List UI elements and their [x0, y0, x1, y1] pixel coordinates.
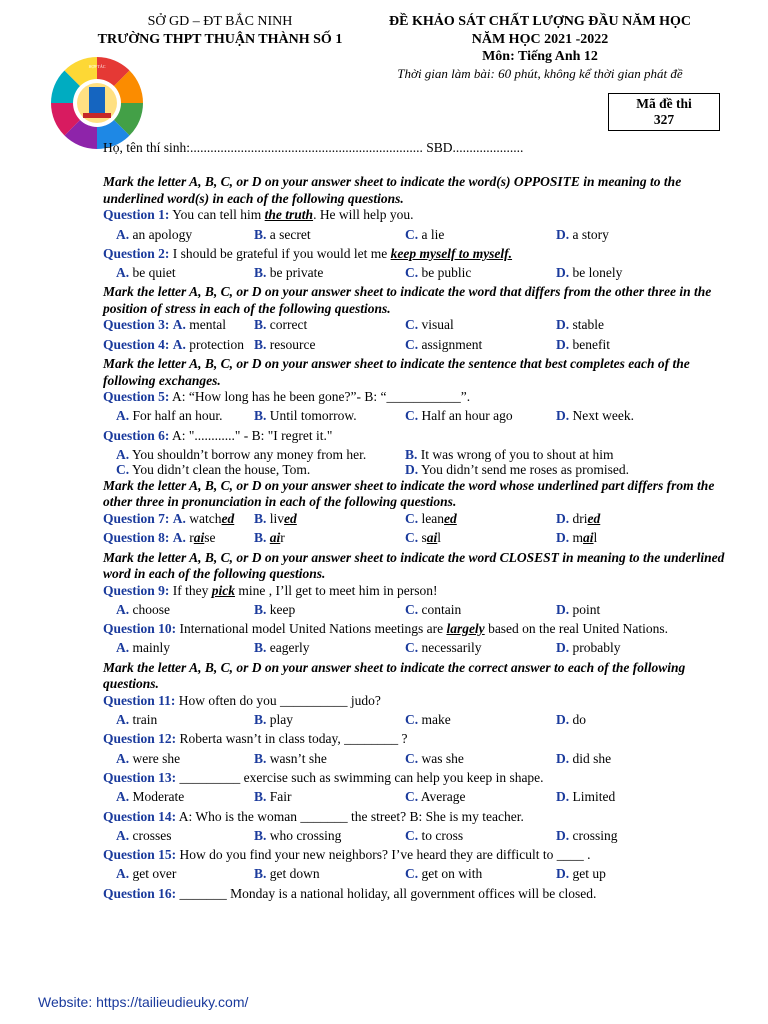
option-c: C. visual: [405, 317, 454, 333]
option-a: Question 8: A. raise: [103, 530, 216, 546]
option-b: B. correct: [254, 317, 308, 333]
instruction: Mark the letter A, B, C, or D on your answer sheet to indicate the word whose underlined part differs from the other three in pronunciation in each of the following questions.: [103, 477, 715, 510]
question: Question 13: _________ exercise such as swimming can help you keep in shape.: [103, 769, 544, 785]
question: Question 14: A: Who is the woman _______ the street? B: She is my teacher.: [103, 808, 524, 824]
options: [103, 227, 733, 246]
instruction: Mark the letter A, B, C, or D on your answer sheet to indicate the sentence that best completes each of the following exchanges.: [103, 356, 690, 388]
option-b: B. wasn’t she: [254, 750, 327, 766]
option-d: D. get up: [556, 866, 606, 882]
option-a: A. train: [116, 712, 158, 728]
instruction: Mark the letter A, B, C, or D on your answer sheet to indicate the word CLOSEST in meaning to the underlined word in each of the following questions.: [103, 549, 725, 582]
option-c: C. be public: [405, 265, 472, 281]
options: [103, 602, 733, 621]
option-c: C. a lie: [405, 226, 445, 242]
question-label: Question 5:: [103, 389, 170, 405]
option-a: A. get over: [116, 866, 177, 882]
exam-code-label: Mã đề thi: [636, 96, 692, 111]
question-label: Question 10:: [103, 621, 177, 637]
question-label: Question 13:: [103, 769, 177, 785]
option-c: C. You didn’t clean the house, Tom.: [116, 462, 311, 478]
options: [103, 751, 733, 770]
school-header: [70, 13, 370, 48]
school-year: NĂM HỌC 2021 -2022: [471, 31, 609, 47]
time-allowed: Thời gian làm bài: 60 phút, không kể thời gian phát đề: [397, 65, 683, 81]
option-a: A. mainly: [116, 640, 170, 656]
option-b: B. Until tomorrow.: [254, 408, 357, 424]
options: [103, 828, 733, 847]
question: Question 2: I should be grateful if you would let me keep myself to myself.: [103, 245, 513, 261]
question-label: Question 12:: [103, 731, 177, 747]
option-d: D. crossing: [556, 827, 618, 843]
option-b: B. resource: [254, 336, 316, 352]
option-b: B. be private: [254, 265, 324, 281]
question: Question 11: How often do you __________ judo?: [103, 692, 381, 708]
exam-title: ĐỀ KHẢO SÁT CHẤT LƯỢNG ĐẦU NĂM HỌC: [389, 14, 691, 29]
options: [103, 789, 733, 808]
exam-code-value: 327: [653, 112, 675, 127]
option-d: D. did she: [556, 750, 612, 766]
question: Question 16: _______ Monday is a national holiday, all government offices will be closed.: [103, 885, 597, 901]
question-label: Question 9:: [103, 582, 170, 598]
option-a: A. crosses: [116, 827, 172, 843]
option-c: C. to cross: [405, 827, 464, 843]
option-b: B. who crossing: [254, 827, 342, 843]
question: [103, 511, 733, 530]
option-d: D. dried: [556, 510, 601, 526]
question: [103, 317, 733, 336]
question: [103, 337, 733, 356]
options: [103, 447, 733, 463]
option-b: B. Fair: [254, 789, 292, 805]
underlined-word: the truth: [264, 207, 314, 223]
options: [103, 712, 733, 731]
options: [103, 640, 733, 659]
option-a: A. choose: [116, 601, 170, 617]
question-label: Question 15:: [103, 847, 177, 863]
question-label: Question 6:: [103, 427, 170, 443]
options: [103, 408, 733, 427]
question: Question 12: Roberta wasn’t in class today, ________ ?: [103, 731, 408, 747]
option-b: B. get down: [254, 866, 320, 882]
option-a: A. an apology: [116, 226, 193, 242]
option-a: Question 4: A. protection: [103, 336, 244, 352]
question: Question 1: You can tell him the truth. He will help you.: [103, 207, 414, 223]
question-label: Question 2:: [103, 245, 170, 261]
exam-content: [103, 140, 733, 905]
subject: Môn: Tiếng Anh 12: [482, 49, 598, 64]
option-c: C. contain: [405, 601, 462, 617]
school-name: TRƯỜNG THPT THUẬN THÀNH SỐ 1: [97, 31, 343, 47]
option-c: C. make: [405, 712, 451, 728]
option-b: B. play: [254, 712, 294, 728]
instruction: Mark the letter A, B, C, or D on your answer sheet to indicate the word(s) OPPOSITE in meaning to the underlined word(s) in each of the following questions.: [103, 174, 682, 206]
option-d: D. stable: [556, 317, 604, 333]
option-c: C. Half an hour ago: [405, 408, 513, 424]
logo-word: HỢP TÁC: [88, 64, 106, 69]
options: [103, 265, 733, 284]
option-d: D. be lonely: [556, 265, 623, 281]
option-c: C. leaned: [405, 510, 457, 526]
underlined-word: keep myself to myself.: [390, 245, 513, 261]
question-label: Question 1:: [103, 207, 170, 223]
department-name: SỞ GD – ĐT BẮC NINH: [147, 14, 293, 29]
option-a: A. be quiet: [116, 265, 176, 281]
option-b: B. air: [254, 530, 285, 546]
underlined-word: largely: [446, 621, 485, 637]
option-a: A. were she: [116, 750, 181, 766]
instruction: Mark the letter A, B, C, or D on your answer sheet to indicate the correct answer to each of the following questions.: [103, 659, 686, 692]
option-d: D. do: [556, 712, 586, 728]
option-d: D. You didn’t send me roses as promised.: [405, 462, 629, 478]
question-label: Question 11:: [103, 692, 176, 708]
option-d: D. probably: [556, 640, 621, 656]
option-b: B. a secret: [254, 226, 311, 242]
website-link[interactable]: https://tailieudieuky.com/: [96, 994, 249, 1010]
option-b: B. eagerly: [254, 640, 310, 656]
question-label: Question 16:: [103, 885, 177, 901]
school-logo: [38, 54, 156, 152]
option-a: A. For half an hour.: [116, 408, 223, 424]
options: [103, 866, 733, 885]
option-d: D. mail: [556, 530, 598, 546]
question: Question 5: A: “How long has he been gone?”- B: “___________”.: [103, 389, 471, 405]
option-d: D. benefit: [556, 336, 610, 352]
option-a: Question 3: A. mental: [103, 317, 227, 333]
footer-label: Website:: [38, 994, 93, 1010]
exam-header: [370, 13, 710, 82]
option-a: A. Moderate: [116, 789, 185, 805]
question: [103, 530, 733, 549]
question: Question 15: How do you find your new neighbors? I’ve heard they are difficult to ____ .: [103, 847, 591, 863]
option-c: C. assignment: [405, 336, 483, 352]
candidate-line: Họ, tên thí sinh:..................................................................... SBD.....................: [103, 140, 524, 155]
option-c: C. Average: [405, 789, 466, 805]
question: Question 9: If they pick mine , I’ll get to meet him in person!: [103, 582, 438, 598]
option-b: B. keep: [254, 601, 296, 617]
option-d: D. a story: [556, 226, 609, 242]
question: Question 6: A: "............" - B: "I regret it.": [103, 427, 333, 443]
underlined-word: pick: [211, 582, 235, 598]
option-d: D. Next week.: [556, 408, 634, 424]
option-c: C. was she: [405, 750, 464, 766]
option-b: B. lived: [254, 510, 297, 526]
option-c: C. get on with: [405, 866, 483, 882]
options: [103, 462, 733, 478]
option-d: D. Limited: [556, 789, 616, 805]
footer: [38, 994, 248, 1012]
option-c: C. necessarily: [405, 640, 482, 656]
instruction: Mark the letter A, B, C, or D on your answer sheet to indicate the word that differs from the other three in the position of stress in each of the following questions.: [103, 284, 712, 316]
option-c: C. sail: [405, 530, 442, 546]
question-label: Question 14:: [103, 808, 177, 824]
exam-code-box: [608, 93, 720, 131]
option-d: D. point: [556, 601, 601, 617]
option-a: A. You shouldn’t borrow any money from her.: [116, 446, 367, 462]
question: Question 10: International model United Nations meetings are largely based on the real United Nations.: [103, 621, 669, 637]
option-b: B. It was wrong of you to shout at him: [405, 446, 614, 462]
option-a: Question 7: A. watched: [103, 510, 235, 526]
